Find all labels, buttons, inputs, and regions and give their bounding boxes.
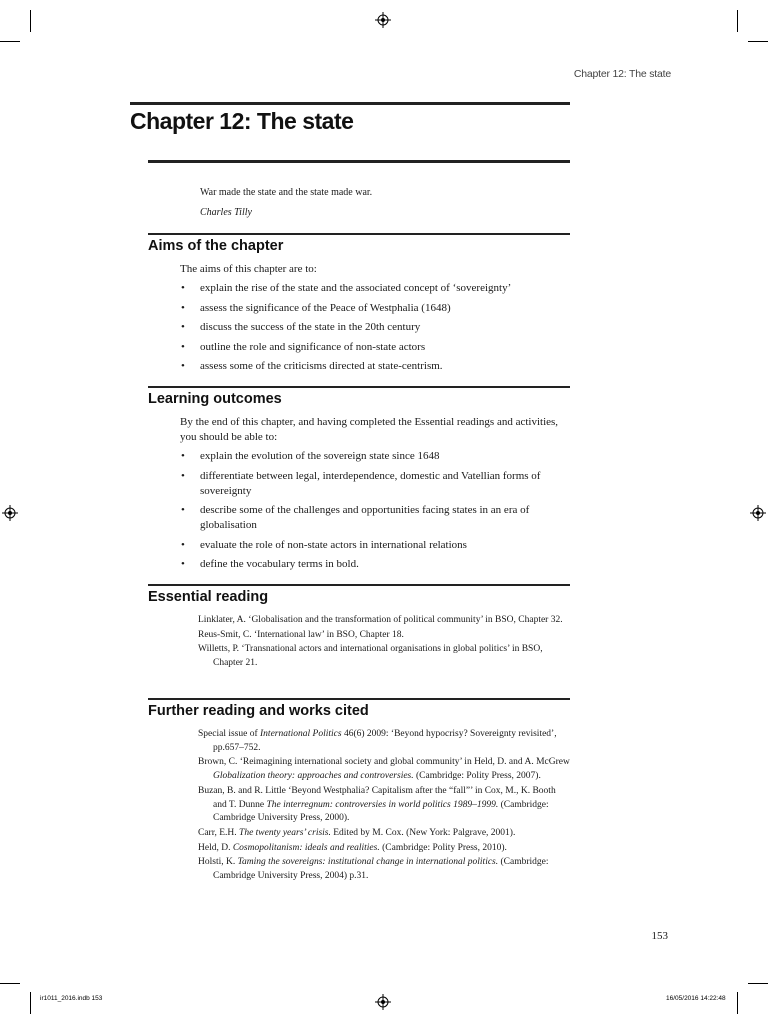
- ref-text: Holsti, K.: [198, 857, 238, 868]
- section-rule: [148, 386, 570, 388]
- list-item: • discuss the success of the state in the 20th century: [180, 320, 565, 335]
- ref-text: Buzan, B. and R. Little ‘Beyond Westphalia? Capitalism after the “fall”’ in Cox, M., K. Booth and T. Dunne: [198, 785, 556, 810]
- ref-text: Brown, C. ‘Reimagining international society and global community’ in Held, D. and A. McGrew: [198, 757, 570, 768]
- reference-item: [198, 842, 570, 856]
- ref-text: Linklater, A. ‘Globalisation and the transformation of political community’ in BSO, Chapter 32.: [198, 615, 563, 625]
- aims-body: [180, 262, 565, 379]
- running-head: Chapter 12: The state: [573, 68, 671, 80]
- aims-heading: Aims of the chapter: [148, 238, 284, 254]
- crop-mark: [737, 10, 738, 32]
- section-rule: [148, 698, 570, 700]
- list-item: • evaluate the role of non-state actors in international relations: [180, 538, 565, 553]
- reference-item: [198, 856, 570, 883]
- list-item: • differentiate between legal, interdependence, domestic and Vatellian forms of sovereignty: [180, 469, 565, 499]
- section-rule: [148, 584, 570, 586]
- ref-title: Taming the sovereigns: institutional change in international politics.: [237, 857, 499, 868]
- essential-heading: Essential reading: [148, 589, 269, 605]
- reference-item: [198, 785, 570, 826]
- registration-mark-icon: [375, 994, 391, 1010]
- ref-text: Carr, E.H.: [198, 827, 240, 838]
- crop-mark: [748, 41, 768, 42]
- epigraph: [200, 183, 372, 223]
- further-heading: Further reading and works cited: [148, 703, 369, 719]
- registration-mark-icon: [750, 505, 766, 521]
- epigraph-quote: War made the state and the state made war.: [200, 187, 373, 198]
- ref-text: (Cambridge: Cambridge University Press, 2004) p.31.: [213, 857, 549, 882]
- ref-text: (Cambridge: Cambridge University Press, 2000).: [213, 799, 549, 824]
- chapter-title: Chapter 12: The state: [130, 108, 354, 134]
- ref-title: Cosmopolitanism: ideals and realities.: [232, 842, 380, 853]
- crop-mark: [0, 983, 20, 984]
- essential-refs: [198, 614, 570, 672]
- page-number: 153: [651, 930, 668, 942]
- chapter-top-rule: [130, 102, 570, 105]
- crop-mark: [748, 983, 768, 984]
- reference-item: [198, 629, 570, 643]
- ref-title: The interregnum: controversies in world politics 1989–1999.: [266, 799, 499, 810]
- slug-left: ir1011_2016.indb 153: [40, 995, 103, 1002]
- ref-text: (Cambridge: Polity Press, 2007).: [413, 771, 541, 782]
- ref-text: Willetts, P. ‘Transnational actors and international organisations in global politics’ in BSO, Chapter 21.: [198, 644, 543, 669]
- list-item: • assess the significance of the Peace of Westphalia (1648): [180, 301, 565, 316]
- reference-item: [198, 827, 570, 841]
- section-rule: [148, 233, 570, 235]
- crop-mark: [0, 41, 20, 42]
- outcomes-body: [180, 415, 565, 577]
- reference-item: [198, 728, 570, 755]
- epigraph-rule: [148, 160, 570, 163]
- aims-list: [180, 281, 565, 374]
- list-item: • explain the evolution of the sovereign state since 1648: [180, 449, 565, 464]
- ref-title: International Politics: [260, 729, 342, 739]
- ref-text: Special issue of: [198, 729, 261, 739]
- registration-mark-icon: [375, 12, 391, 28]
- list-item: • describe some of the challenges and opportunities facing states in an era of globalisation: [180, 503, 565, 533]
- list-item: • assess some of the criticisms directed at state-centrism.: [180, 359, 565, 374]
- list-item: • explain the rise of the state and the associated concept of ‘sovereignty’: [180, 281, 565, 296]
- list-item: • define the vocabulary terms in bold.: [180, 557, 565, 572]
- reference-item: [198, 614, 570, 628]
- list-item: • outline the role and significance of non-state actors: [180, 340, 565, 355]
- outcomes-intro: By the end of this chapter, and having completed the Essential readings and activities, you should be able to:: [180, 416, 559, 443]
- aims-intro: The aims of this chapter are to:: [180, 263, 317, 275]
- ref-title: Globalization theory: approaches and controversies.: [213, 771, 414, 782]
- ref-text: Held, D.: [198, 842, 233, 853]
- crop-mark: [737, 992, 738, 1014]
- outcomes-heading: Learning outcomes: [148, 391, 282, 407]
- crop-mark: [30, 10, 31, 32]
- slug-right: 16/05/2016 14:22:48: [666, 995, 726, 1002]
- ref-text: Reus-Smit, C. ‘International law’ in BSO, Chapter 18.: [198, 629, 404, 640]
- registration-mark-icon: [2, 505, 18, 521]
- reference-item: [198, 756, 570, 783]
- ref-text: Edited by M. Cox. (New York: Palgrave, 2001).: [330, 827, 516, 838]
- ref-text: 46(6) 2009: ‘Beyond hypocrisy? Sovereignty revisited’, pp.657–752.: [213, 729, 557, 753]
- crop-mark: [30, 992, 31, 1014]
- reference-item: [198, 643, 570, 670]
- further-refs: [198, 728, 570, 885]
- ref-text: (Cambridge: Polity Press, 2010).: [379, 842, 507, 853]
- ref-title: The twenty years’ crisis.: [239, 827, 331, 838]
- outcomes-list: [180, 449, 565, 572]
- epigraph-author: Charles Tilly: [200, 207, 252, 218]
